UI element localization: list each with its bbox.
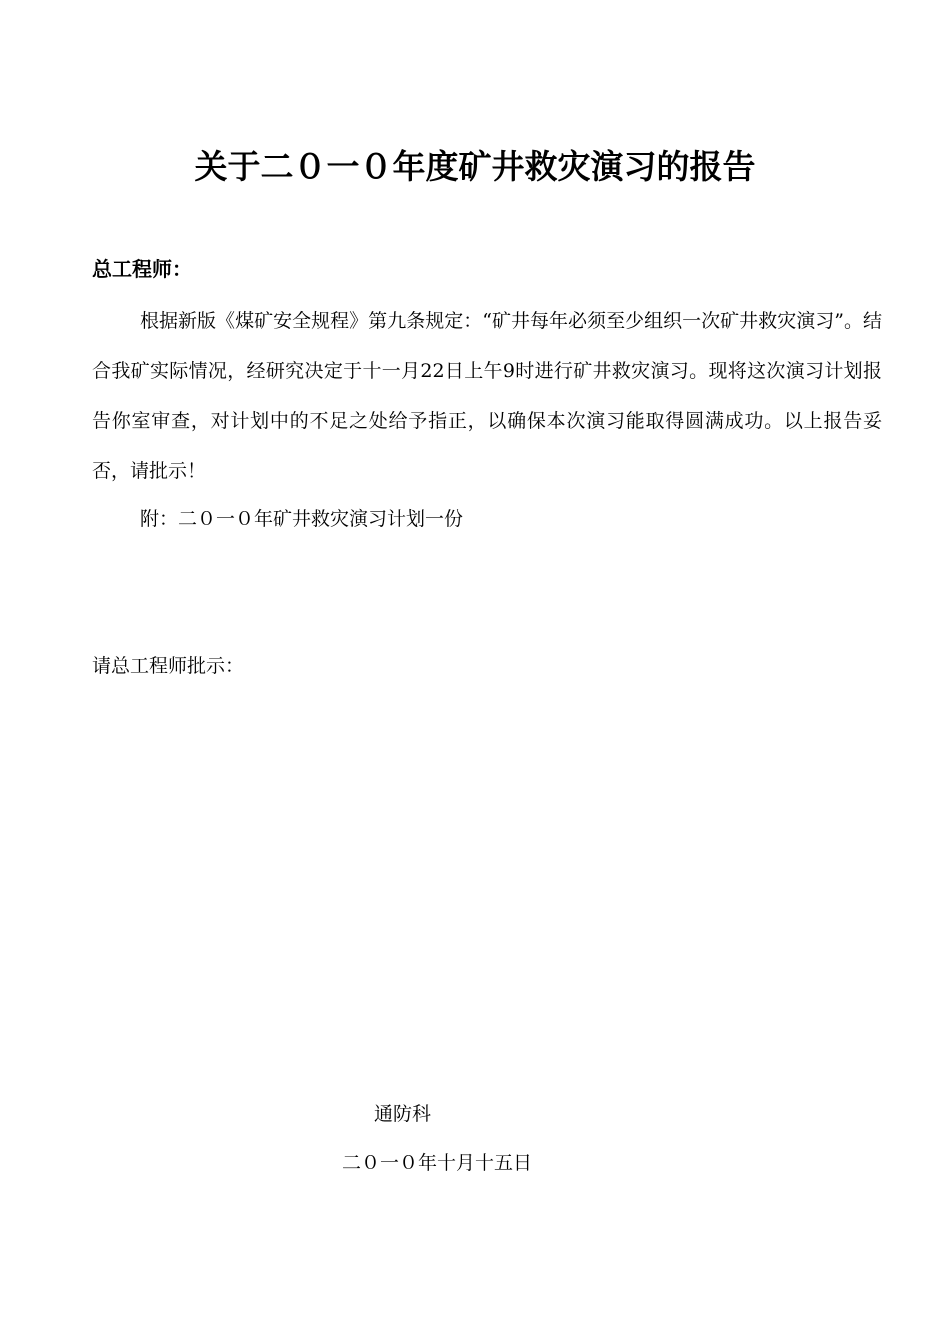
- salutation: 总工程师：: [92, 257, 192, 281]
- signature-date: 二０一０年十月十五日: [342, 1152, 533, 1174]
- document-title: 关于二０一０年度矿井救灾演习的报告: [194, 147, 756, 186]
- attachment-note: 附：二０一０年矿井救灾演习计划一份: [140, 508, 464, 530]
- signature-department: 通防科: [374, 1103, 432, 1125]
- body-paragraph: 根据新版《煤矿安全规程》第九条规定：“矿井每年必须至少组织一次矿井救灾演习”。结合我矿实际情况，经研究决定于十一月22日上午9时进行矿井救灾演习。现将这次演习计划报告你室审查，对计划中的不足之处给予指正，以确保本次演习能取得圆满成功。以上报告妥否，请批示！: [92, 310, 882, 482]
- approval-request: 请总工程师批示：: [92, 655, 245, 677]
